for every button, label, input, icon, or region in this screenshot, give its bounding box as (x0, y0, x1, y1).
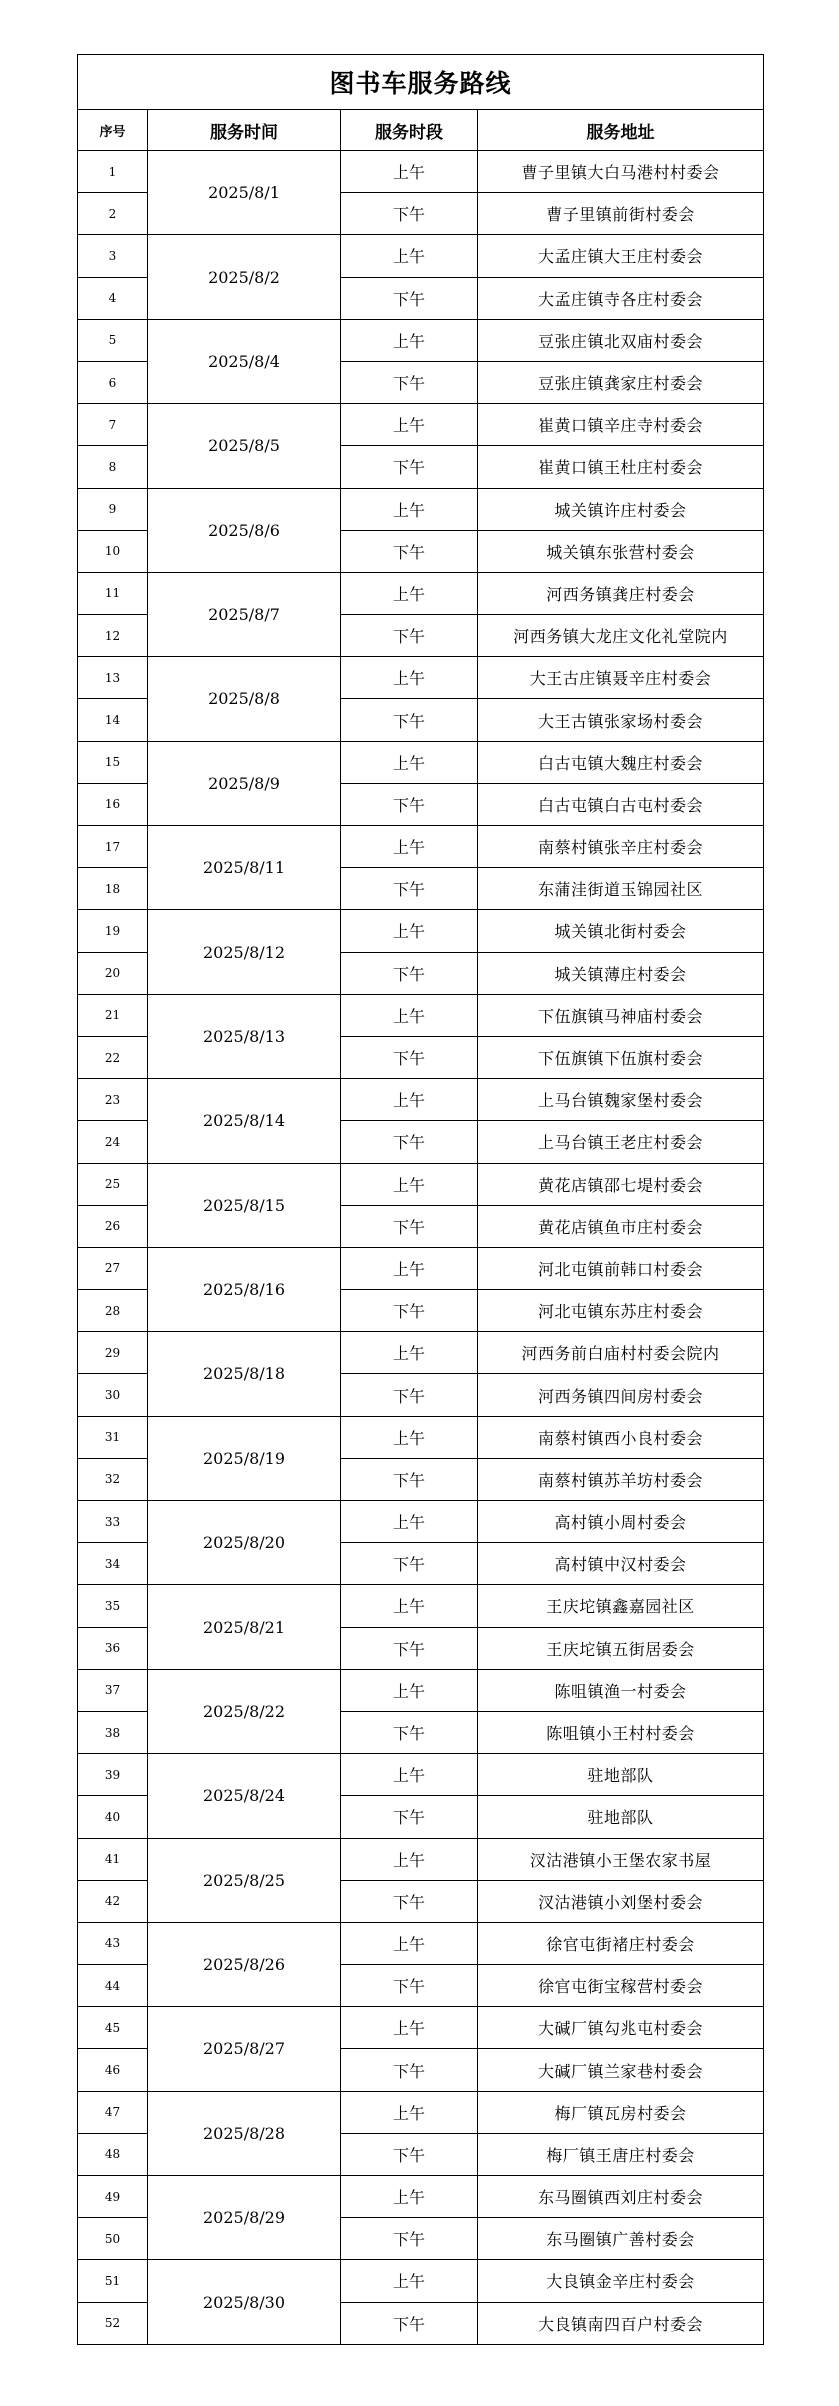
service-period: 下午 (341, 1290, 478, 1332)
row-index: 24 (78, 1121, 148, 1163)
table-row (78, 1754, 764, 1796)
table-row (78, 910, 764, 952)
header-index: 序号 (78, 110, 148, 151)
service-address: 城关镇许庄村委会 (478, 488, 764, 530)
row-index: 42 (78, 1880, 148, 1922)
service-address: 豆张庄镇北双庙村委会 (478, 319, 764, 361)
table-row (78, 1332, 764, 1374)
row-index: 2 (78, 193, 148, 235)
service-period: 下午 (341, 1711, 478, 1753)
service-date: 2025/8/16 (148, 1247, 341, 1331)
service-date: 2025/8/30 (148, 2260, 341, 2344)
service-address: 曹子里镇大白马港村村委会 (478, 151, 764, 193)
service-address: 梅厂镇瓦房村委会 (478, 2091, 764, 2133)
service-address: 驻地部队 (478, 1796, 764, 1838)
service-period: 上午 (341, 1163, 478, 1205)
service-address: 大碱厂镇勾兆屯村委会 (478, 2007, 764, 2049)
service-address: 城关镇东张营村委会 (478, 530, 764, 572)
service-period: 上午 (341, 1416, 478, 1458)
service-period: 下午 (341, 1374, 478, 1416)
row-index: 33 (78, 1501, 148, 1543)
service-period: 上午 (341, 2176, 478, 2218)
service-period: 下午 (341, 1121, 478, 1163)
service-period: 下午 (341, 2049, 478, 2091)
service-date: 2025/8/22 (148, 1669, 341, 1753)
table-row (78, 994, 764, 1036)
service-period: 下午 (341, 1880, 478, 1922)
service-address: 上马台镇魏家堡村委会 (478, 1079, 764, 1121)
table-row (78, 235, 764, 277)
title-row (78, 55, 764, 110)
service-address: 陈咀镇小王村村委会 (478, 1711, 764, 1753)
table-row (78, 826, 764, 868)
row-index: 48 (78, 2133, 148, 2175)
service-date: 2025/8/29 (148, 2176, 341, 2260)
row-index: 27 (78, 1247, 148, 1289)
service-address: 河西务前白庙村村委会院内 (478, 1332, 764, 1374)
service-date: 2025/8/7 (148, 572, 341, 656)
row-index: 49 (78, 2176, 148, 2218)
row-index: 7 (78, 404, 148, 446)
service-address: 下伍旗镇马神庙村委会 (478, 994, 764, 1036)
table-row (78, 1838, 764, 1880)
service-address: 大良镇金辛庄村委会 (478, 2260, 764, 2302)
service-period: 上午 (341, 1247, 478, 1289)
service-address: 东马圈镇广善村委会 (478, 2218, 764, 2260)
service-address: 黄花店镇邵七堤村委会 (478, 1163, 764, 1205)
service-period: 下午 (341, 1627, 478, 1669)
table-row (78, 1501, 764, 1543)
service-period: 下午 (341, 446, 478, 488)
service-address: 陈咀镇渔一村委会 (478, 1669, 764, 1711)
service-period: 上午 (341, 2007, 478, 2049)
service-route-table (77, 54, 764, 2345)
service-address: 徐官屯街褚庄村委会 (478, 1922, 764, 1964)
service-date: 2025/8/15 (148, 1163, 341, 1247)
row-index: 29 (78, 1332, 148, 1374)
service-period: 下午 (341, 530, 478, 572)
table-row (78, 151, 764, 193)
service-address: 崔黄口镇王杜庄村委会 (478, 446, 764, 488)
service-date: 2025/8/24 (148, 1754, 341, 1838)
service-date: 2025/8/28 (148, 2091, 341, 2175)
row-index: 9 (78, 488, 148, 530)
service-address: 东蒲洼街道玉锦园社区 (478, 868, 764, 910)
service-address: 大良镇南四百户村委会 (478, 2302, 764, 2344)
service-address: 下伍旗镇下伍旗村委会 (478, 1036, 764, 1078)
service-address: 王庆坨镇五街居委会 (478, 1627, 764, 1669)
row-index: 50 (78, 2218, 148, 2260)
row-index: 21 (78, 994, 148, 1036)
service-date: 2025/8/6 (148, 488, 341, 572)
row-index: 11 (78, 572, 148, 614)
table-row (78, 741, 764, 783)
service-period: 上午 (341, 1585, 478, 1627)
row-index: 5 (78, 319, 148, 361)
service-address: 大王古庄镇聂辛庄村委会 (478, 657, 764, 699)
row-index: 38 (78, 1711, 148, 1753)
service-address: 河西务镇四间房村委会 (478, 1374, 764, 1416)
row-index: 25 (78, 1163, 148, 1205)
row-index: 31 (78, 1416, 148, 1458)
row-index: 28 (78, 1290, 148, 1332)
service-period: 上午 (341, 1669, 478, 1711)
service-period: 下午 (341, 361, 478, 403)
service-period: 下午 (341, 783, 478, 825)
table-row (78, 1585, 764, 1627)
row-index: 14 (78, 699, 148, 741)
service-date: 2025/8/14 (148, 1079, 341, 1163)
row-index: 47 (78, 2091, 148, 2133)
service-address: 豆张庄镇龚家庄村委会 (478, 361, 764, 403)
row-index: 34 (78, 1543, 148, 1585)
row-index: 41 (78, 1838, 148, 1880)
service-address: 梅厂镇王唐庄村委会 (478, 2133, 764, 2175)
row-index: 22 (78, 1036, 148, 1078)
row-index: 51 (78, 2260, 148, 2302)
row-index: 52 (78, 2302, 148, 2344)
header-period: 服务时段 (341, 110, 478, 151)
table-row (78, 2176, 764, 2218)
service-address: 南蔡村镇张辛庄村委会 (478, 826, 764, 868)
table-body (78, 151, 764, 2345)
service-period: 下午 (341, 277, 478, 319)
service-period: 上午 (341, 2091, 478, 2133)
table-row (78, 1163, 764, 1205)
service-date: 2025/8/5 (148, 404, 341, 488)
service-address: 徐官屯街宝稼营村委会 (478, 1965, 764, 2007)
service-address: 河北屯镇前韩口村委会 (478, 1247, 764, 1289)
row-index: 17 (78, 826, 148, 868)
row-index: 35 (78, 1585, 148, 1627)
table-row (78, 1416, 764, 1458)
row-index: 4 (78, 277, 148, 319)
table-row (78, 2091, 764, 2133)
service-address: 曹子里镇前街村委会 (478, 193, 764, 235)
service-period: 下午 (341, 868, 478, 910)
row-index: 32 (78, 1458, 148, 1500)
service-address: 东马圈镇西刘庄村委会 (478, 2176, 764, 2218)
header-date: 服务时间 (148, 110, 341, 151)
header-row (78, 110, 764, 151)
table-row (78, 404, 764, 446)
service-address: 大孟庄镇大王庄村委会 (478, 235, 764, 277)
service-date: 2025/8/26 (148, 1922, 341, 2006)
header-address: 服务地址 (478, 110, 764, 151)
service-address: 王庆坨镇鑫嘉园社区 (478, 1585, 764, 1627)
service-address: 驻地部队 (478, 1754, 764, 1796)
service-date: 2025/8/11 (148, 826, 341, 910)
row-index: 39 (78, 1754, 148, 1796)
service-period: 上午 (341, 319, 478, 361)
service-address: 汊沽港镇小刘堡村委会 (478, 1880, 764, 1922)
row-index: 43 (78, 1922, 148, 1964)
service-address: 南蔡村镇西小良村委会 (478, 1416, 764, 1458)
service-address: 高村镇中汉村委会 (478, 1543, 764, 1585)
row-index: 36 (78, 1627, 148, 1669)
row-index: 12 (78, 615, 148, 657)
service-date: 2025/8/27 (148, 2007, 341, 2091)
table-row (78, 2260, 764, 2302)
service-period: 下午 (341, 2133, 478, 2175)
service-address: 高村镇小周村委会 (478, 1501, 764, 1543)
service-address: 城关镇北街村委会 (478, 910, 764, 952)
table-title: 图书车服务路线 (78, 55, 764, 110)
service-period: 下午 (341, 193, 478, 235)
service-period: 上午 (341, 235, 478, 277)
row-index: 3 (78, 235, 148, 277)
service-period: 上午 (341, 1754, 478, 1796)
service-period: 下午 (341, 1205, 478, 1247)
service-date: 2025/8/19 (148, 1416, 341, 1500)
service-period: 下午 (341, 2218, 478, 2260)
service-date: 2025/8/18 (148, 1332, 341, 1416)
row-index: 1 (78, 151, 148, 193)
table-row (78, 657, 764, 699)
service-address: 汊沽港镇小王堡农家书屋 (478, 1838, 764, 1880)
service-address: 河西务镇大龙庄文化礼堂院内 (478, 615, 764, 657)
row-index: 15 (78, 741, 148, 783)
row-index: 20 (78, 952, 148, 994)
row-index: 44 (78, 1965, 148, 2007)
service-address: 大王古镇张家场村委会 (478, 699, 764, 741)
service-period: 下午 (341, 615, 478, 657)
service-date: 2025/8/12 (148, 910, 341, 994)
row-index: 46 (78, 2049, 148, 2091)
table-row (78, 1247, 764, 1289)
row-index: 23 (78, 1079, 148, 1121)
row-index: 6 (78, 361, 148, 403)
row-index: 40 (78, 1796, 148, 1838)
service-date: 2025/8/2 (148, 235, 341, 319)
service-address: 河西务镇龚庄村委会 (478, 572, 764, 614)
service-address: 白古屯镇白古屯村委会 (478, 783, 764, 825)
service-address: 大孟庄镇寺各庄村委会 (478, 277, 764, 319)
service-address: 河北屯镇东苏庄村委会 (478, 1290, 764, 1332)
service-date: 2025/8/1 (148, 151, 341, 235)
service-date: 2025/8/25 (148, 1838, 341, 1922)
table-row (78, 1079, 764, 1121)
service-address: 上马台镇王老庄村委会 (478, 1121, 764, 1163)
service-date: 2025/8/9 (148, 741, 341, 825)
service-period: 上午 (341, 1501, 478, 1543)
row-index: 19 (78, 910, 148, 952)
service-date: 2025/8/13 (148, 994, 341, 1078)
service-address: 大碱厂镇兰家巷村委会 (478, 2049, 764, 2091)
row-index: 16 (78, 783, 148, 825)
row-index: 45 (78, 2007, 148, 2049)
service-period: 下午 (341, 952, 478, 994)
row-index: 8 (78, 446, 148, 488)
service-period: 上午 (341, 488, 478, 530)
service-period: 上午 (341, 994, 478, 1036)
service-period: 上午 (341, 657, 478, 699)
service-address: 崔黄口镇辛庄寺村委会 (478, 404, 764, 446)
service-period: 下午 (341, 699, 478, 741)
table-row (78, 2007, 764, 2049)
service-period: 下午 (341, 1543, 478, 1585)
service-date: 2025/8/8 (148, 657, 341, 741)
table-row (78, 1922, 764, 1964)
service-period: 上午 (341, 910, 478, 952)
row-index: 18 (78, 868, 148, 910)
service-period: 上午 (341, 826, 478, 868)
table-row (78, 1669, 764, 1711)
service-period: 下午 (341, 1036, 478, 1078)
service-period: 上午 (341, 2260, 478, 2302)
row-index: 13 (78, 657, 148, 699)
service-period: 下午 (341, 1796, 478, 1838)
service-period: 上午 (341, 1332, 478, 1374)
service-period: 上午 (341, 151, 478, 193)
service-period: 上午 (341, 572, 478, 614)
service-address: 城关镇薄庄村委会 (478, 952, 764, 994)
service-date: 2025/8/21 (148, 1585, 341, 1669)
service-period: 下午 (341, 1965, 478, 2007)
service-address: 黄花店镇鱼市庄村委会 (478, 1205, 764, 1247)
service-period: 下午 (341, 2302, 478, 2344)
service-date: 2025/8/20 (148, 1501, 341, 1585)
service-period: 上午 (341, 1838, 478, 1880)
service-address: 白古屯镇大魏庄村委会 (478, 741, 764, 783)
service-date: 2025/8/4 (148, 319, 341, 403)
table-row (78, 572, 764, 614)
table-row (78, 488, 764, 530)
row-index: 30 (78, 1374, 148, 1416)
row-index: 37 (78, 1669, 148, 1711)
service-address: 南蔡村镇苏羊坊村委会 (478, 1458, 764, 1500)
service-period: 上午 (341, 1922, 478, 1964)
row-index: 10 (78, 530, 148, 572)
row-index: 26 (78, 1205, 148, 1247)
service-period: 上午 (341, 741, 478, 783)
service-period: 上午 (341, 404, 478, 446)
service-period: 上午 (341, 1079, 478, 1121)
service-period: 下午 (341, 1458, 478, 1500)
table-row (78, 319, 764, 361)
